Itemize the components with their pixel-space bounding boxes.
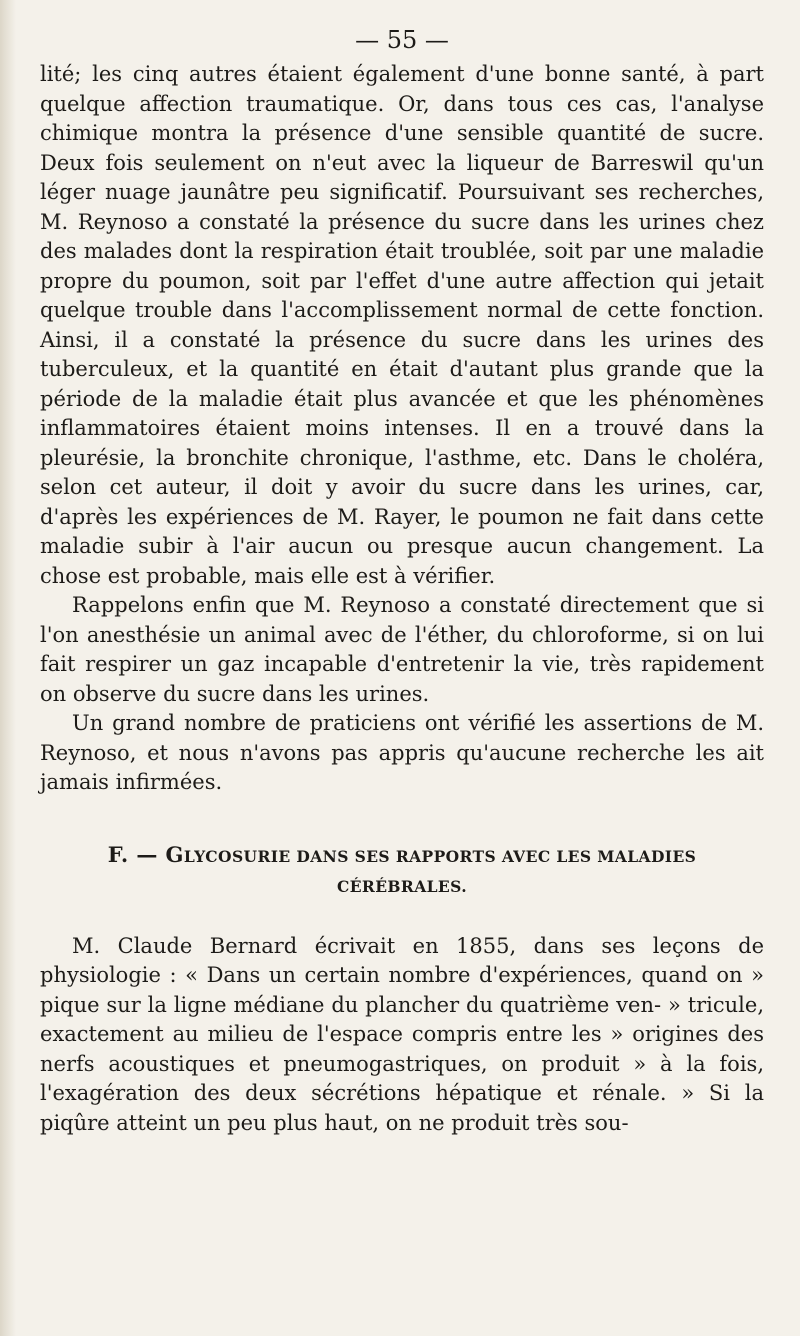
- paragraph-verification: Un grand nombre de praticiens ont vérifié les assertions de M. Reynoso, et nous n'avons pas appris qu'aucune recherche les ait jamais infirmées.: [40, 711, 764, 794]
- page-edge-shadow: [0, 0, 16, 1336]
- paragraph-anesthesia: Rappelons enfin que M. Reynoso a constaté directement que si l'on anesthésie un animal avec de l'éther, du chloroforme, si on lui fait respirer un gaz incapable d'entretenir la vie, très rapidement on observe du sucre dans les urines.: [40, 593, 764, 706]
- page-number: — 55 —: [355, 26, 449, 54]
- section-title-line-1: LYCOSURIE DANS SES RAPPORTS AVEC LES MALADIES: [183, 846, 697, 866]
- book-page: [40, 24, 764, 1138]
- section-spacer: [40, 902, 764, 932]
- paragraph-claude-bernard: M. Claude Bernard écrivait en 1855, dans ses leçons de physiologie : « Dans un certain nombre d'expériences, quand on » pique sur la ligne médiane du plancher du quatrième ven- » tricule, exactement au milieu de l'espace compris entre les » origines des nerfs acoustiques et pneumogastriques, on produit » à la fois, l'exagération des deux sécrétions hépatique et rénale. » Si la piqûre atteint un peu plus haut, on ne produit très sou-: [40, 933, 764, 1135]
- section-heading-line-1: [40, 840, 764, 872]
- section-letter: F. — G: [107, 841, 184, 867]
- section-title-line-2: CÉRÉBRALES.: [336, 876, 467, 896]
- paragraph-reynoso-observations: lité; les cinq autres étaient également d'une bonne santé, à part quelque affection traumatique. Or, dans tous ces cas, l'analyse chimique montra la présence d'une sensible quantité de sucre. Deux fois seulement on n'eut avec la liqueur de Barreswil qu'un léger nuage jaunâtre peu significatif. Poursuivant ses recherches, M. Reynoso a constaté la présence du sucre dans les urines chez des malades dont la respiration était troublée, soit par une maladie propre du poumon, soit par l'effet d'une autre affection qui jetait quelque trouble dans l'accomplissement normal de cette fonction. Ainsi, il a constaté la présence du sucre dans les urines des tuberculeux, et la quantité en était d'autant plus grande que la période de la maladie était plus avancée et que les phénomènes inflammatoires étaient moins intenses. Il en a trouvé dans la pleurésie, la bronchite chronique, l'asthme, etc. Dans le choléra, selon cet auteur, il doit y avoir du sucre dans les urines, car, d'après les expériences de M. Rayer, le poumon ne fait dans cette maladie subir à l'air aucun ou presque aucun changement. La chose est probable, mais elle est à vérifier.: [40, 62, 764, 588]
- section-heading: [40, 840, 764, 902]
